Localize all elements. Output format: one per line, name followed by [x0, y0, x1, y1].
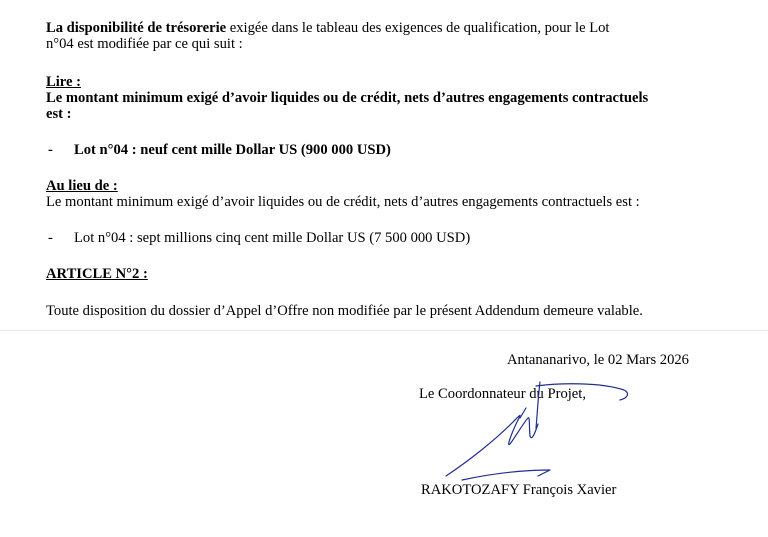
signatory-name: RAKOTOZAFY François Xavier	[421, 482, 617, 498]
signature-stroke	[462, 470, 550, 480]
page-divider	[0, 330, 768, 331]
article-heading: ARTICLE N°2 :	[46, 266, 148, 282]
read-statement-line1: Le montant minimum exigé d’avoir liquides ou de crédit, nets d’autres engagements contractuels	[46, 90, 649, 106]
signatory-role: Le Coordonnateur du Projet,	[419, 386, 586, 402]
read-statement-line2: est :	[46, 106, 72, 122]
article-text: Toute disposition du dossier d’Appel d’Offre non modifiée par le présent Addendum demeure valable.	[46, 303, 643, 319]
signature-stroke	[536, 382, 540, 428]
signature-stroke	[520, 408, 526, 418]
document-body	[46, 20, 726, 319]
instead-statement: Le montant minimum exigé d’avoir liquides ou de crédit, nets d’autres engagements contractuels est :	[46, 194, 640, 210]
signature-image	[440, 378, 640, 498]
signature-strokes	[446, 382, 627, 480]
instead-heading: Au lieu de :	[46, 178, 118, 194]
instead-bullet	[46, 230, 726, 246]
signature-stroke	[536, 384, 627, 400]
intro-lead: La disponibilité de trésorerie	[46, 20, 227, 36]
intro-line2: n°04 est modifiée par ce qui suit :	[46, 36, 243, 52]
intro-paragraph	[46, 20, 726, 52]
read-statement	[46, 90, 726, 122]
instead-bullet-text: Lot n°04 : sept millions cinq cent mille Dollar US (7 500 000 USD)	[74, 230, 471, 246]
place-date: Antananarivo, le 02 Mars 2026	[507, 352, 689, 368]
read-bullet-text: Lot n°04 : neuf cent mille Dollar US (900 000 USD)	[74, 142, 391, 158]
signature-stroke	[446, 415, 538, 476]
bullet-dash: -	[48, 142, 53, 158]
bullet-dash: -	[48, 230, 53, 246]
read-heading: Lire :	[46, 74, 81, 90]
read-bullet	[46, 142, 726, 158]
intro-rest: exigée dans le tableau des exigences de qualification, pour le Lot	[226, 20, 610, 36]
